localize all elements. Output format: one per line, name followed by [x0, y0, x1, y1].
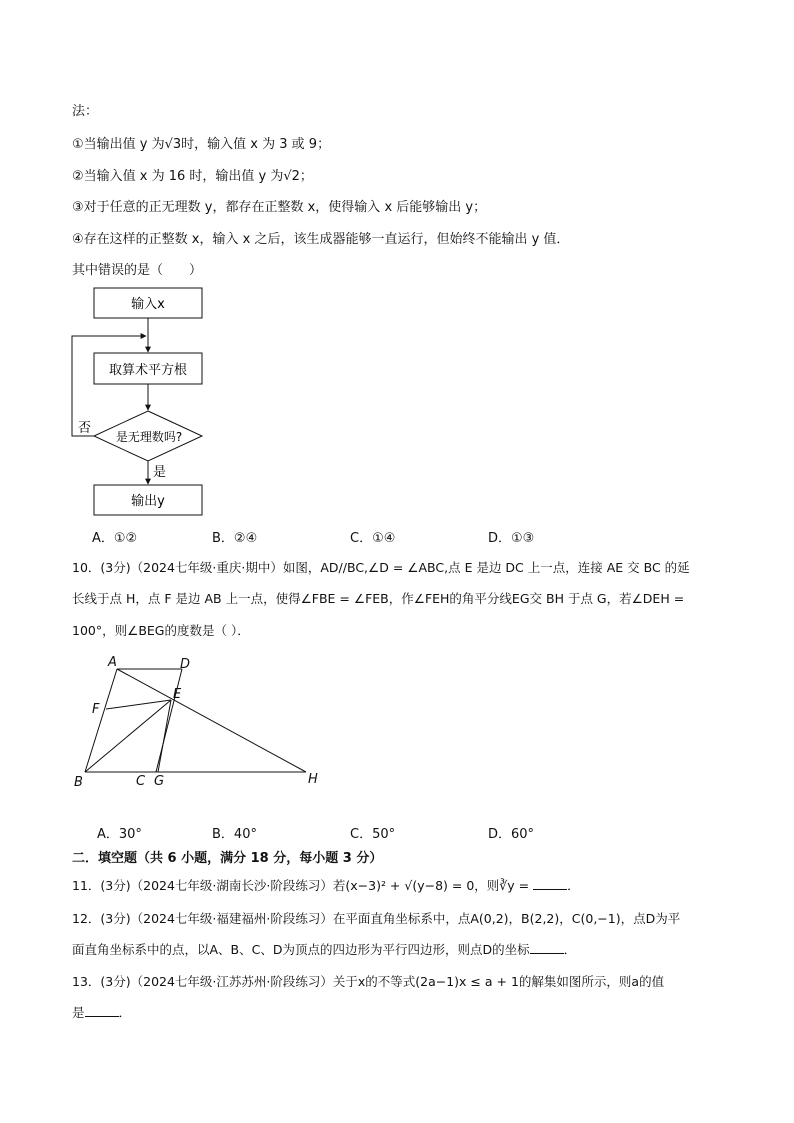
- segment-ab: [85, 669, 117, 772]
- segment-ah: [117, 669, 306, 772]
- label-f: F: [92, 702, 100, 717]
- q10-option-a: A．30°: [97, 827, 142, 842]
- q11-answer-blank[interactable]: [533, 877, 567, 890]
- flow-process-label: 取算术平方根: [108, 363, 188, 378]
- label-c: C: [136, 774, 146, 789]
- q10-figure: [70, 650, 330, 795]
- q9-statement-4: ④存在这样的正整数 x，输入 x 之后，该生成器能够一直运行，但始终不能输出 y 值．: [72, 232, 570, 247]
- q10-line-3: 100°，则∠BEG的度数是（ ）．: [72, 623, 250, 638]
- segment-dc: [156, 669, 182, 772]
- q13-text: 是: [72, 1005, 85, 1020]
- label-a: A: [108, 655, 117, 670]
- q9-option-c: C．①④: [350, 531, 396, 546]
- q12-end: ．: [563, 942, 577, 957]
- q9-option-a: A．①②: [92, 531, 138, 546]
- flow-no-label: 否: [78, 421, 92, 436]
- q13-line-2: [72, 1004, 131, 1022]
- flow-decision-label: 是无理数吗?: [115, 430, 183, 444]
- q10-option-b: B．40°: [212, 827, 257, 842]
- q11-text: 11．(3分)（2024七年级·湖南长沙·阶段练习）若(x−3)² + √(y−8) = 0，则∛y =: [72, 878, 534, 893]
- q12-answer-blank[interactable]: [530, 941, 564, 954]
- q13-answer-blank[interactable]: [85, 1004, 119, 1017]
- q9-intro: 法：: [72, 104, 99, 119]
- flow-output-label: 输出y: [131, 494, 165, 509]
- label-h: H: [308, 772, 318, 787]
- q9-statement-1: ①当输出值 y 为√3时，输入值 x 为 3 或 9；: [72, 137, 331, 152]
- segment-eg: [158, 700, 171, 772]
- q12-text: 面直角坐标系中的点，以A、B、C、D为顶点的四边形为平行四边形，则点D的坐标: [72, 942, 530, 957]
- q9-statement-3: ③对于任意的正无理数 y，都存在正整数 x，使得输入 x 后能够输出 y；: [72, 200, 487, 215]
- q12-line-1: 12．(3分)（2024七年级·福建福州·阶段练习）在平面直角坐标系中，点A(0,2)，B(2,2)，C(0,−1)，点D为平: [72, 911, 681, 926]
- q9-statement-2: ②当输入值 x 为 16 时，输出值 y 为√2；: [72, 169, 313, 184]
- q9-flowchart: [60, 280, 230, 520]
- q12-line-2: [72, 941, 576, 959]
- q9-question: 其中错误的是（ ）: [72, 263, 203, 278]
- q13-end: ．: [118, 1005, 132, 1020]
- q9-option-b: B．②④: [212, 531, 258, 546]
- label-d: D: [180, 657, 191, 672]
- q10-option-d: D．60°: [488, 827, 535, 842]
- section-2-title: 二．填空题（共 6 小题，满分 18 分，每小题 3 分）: [72, 851, 383, 866]
- label-g: G: [154, 774, 165, 789]
- q10-option-c: C．50°: [350, 827, 396, 842]
- label-e: E: [173, 687, 182, 702]
- q10-line-2: 长线于点 H，点 F 是边 AB 上一点，使得∠FBE = ∠FEB，作∠FEH的角平分线EG交 BH 于点 G，若∠DEH =: [72, 591, 685, 606]
- q13-line-1: 13．(3分)（2024七年级·江苏苏州·阶段练习）关于x的不等式(2a−1)x ≤ a + 1的解集如图所示，则a的值: [72, 974, 665, 989]
- q10-line-1: 10．(3分)（2024七年级·重庆·期中）如图，AD//BC,∠D = ∠ABC,点 E 是边 DC 上一点，连接 AE 交 BC 的延: [72, 560, 690, 575]
- q11-end: ．: [567, 878, 580, 893]
- q9-option-d: D．①③: [488, 531, 535, 546]
- q11-line: [72, 877, 580, 895]
- label-b: B: [74, 775, 83, 790]
- flow-input-label: 输入x: [131, 297, 165, 312]
- flow-yes-label: 是: [153, 465, 167, 480]
